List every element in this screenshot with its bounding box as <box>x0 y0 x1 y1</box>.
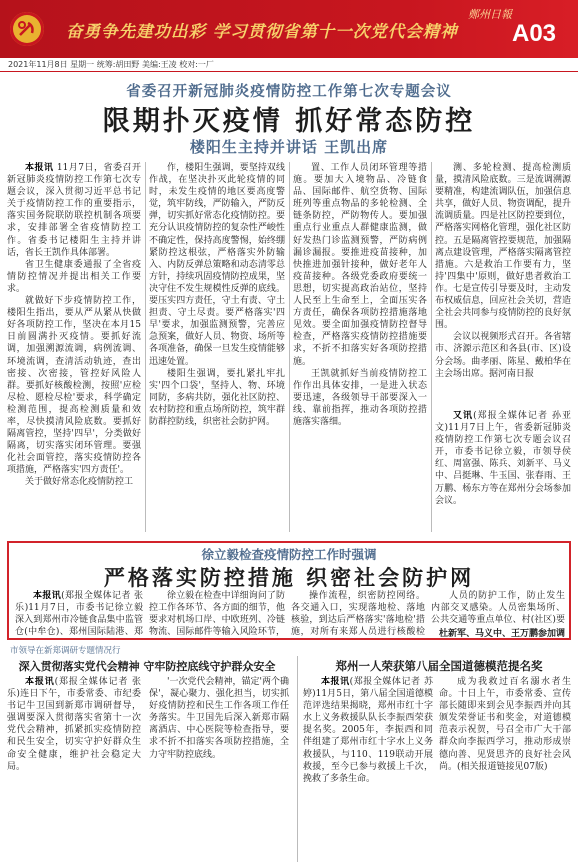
headline1-kicker: 省委召开新冠肺炎疫情防控工作第七次专题会议 <box>126 83 452 100</box>
box2-column-4: 人员的防护工作，防止发生内部交叉感染。人员密集场所、公共交通等重点单位、村(社区)要 杜新军、马义中、王万鹏参加调 <box>431 590 565 638</box>
article1-paragraph: 作，楼阳生强调，要坚持双线作战，在坚决扑灭此轮疫情的同时，未发生疫情的地区要高度警觉，筑牢防线，严防输入，严防反弹，切实抓好常态化疫情防控。要充分认识疫情防控的复杂性严峻性不确定性，保持高度警惕，始终绷紧防控这根弦，严格落实外防输入、内防反弹总策略和动态清零总方针，持续巩固疫情防控成果，坚决守住不发生规模性反弹的底线。要压实四方责任，守土有责、守土担责、守土尽责。要严格落实'四早'要求，加强监测预警，完善应急预案，做好人员、物资、场所等各项准备，确保一旦发生疫情能够迅速处置。 <box>149 163 285 367</box>
party-emblem-icon <box>10 12 44 46</box>
column-divider <box>145 162 146 532</box>
box2-column-1: 本报讯(郑报全媒体记者 张乐)11月7日，市委书记徐立毅深入到郑州市冷链食品集中监管仓(中牟仓)、郑州国际陆港、郑 <box>15 591 143 638</box>
box2-byline: 杜新军、马义中、王万鹏参加调 <box>438 629 565 638</box>
box2-lead: 本报讯 <box>33 591 62 601</box>
article4-column-2: 成为我救过百名溺水者生命。十日上午，市委常委、宣传部长随即来到会见李振西并向其颁发荣誉证书和奖金，对道德模范表示祝贺，号召全市广大干部群众向李振西学习，推动形成崇德向善、见贤思齐的良好社会风尚。(相关报道链接见07版) <box>439 677 571 772</box>
masthead-banner <box>0 0 578 58</box>
box2-column-3: 操作流程，织密防控网络。各交通入口，实现落地检、落地核验，到达后严格落实'落地检'措施，对所有来郑人员进行核酸检 <box>291 591 425 638</box>
article1-paragraph: 测、多轮检测、提高检测质量，摸清风险底数。三是流调溯源要精准，构建流调队伍，加强信息共享，做好人员、物资调配，提升流调质量。四是社区防控要到位，严格落实网格化管理，强化社区防控。五是隔离管控要规范，加强隔离点建设管理，严格落实隔离管控措施。六是救治工作要有力，坚持'四集中'原则，做好患者救治工作。七是宣传引导要及时，主动发布权威信息，回应社会关切，营造全社会共同参与疫情防控的良好氛围。 <box>435 163 571 331</box>
box2-headline: 严格落实防控措施 织密社会防护网 <box>103 565 475 590</box>
article4-lead: 本报讯 <box>321 677 350 687</box>
column-divider <box>289 162 290 532</box>
article1-column-3 <box>293 162 427 532</box>
box2-column-2: 徐立毅在检查中详细询问了防控工作各环节、各方面的细节，他要求对机场口岸、中欧班列、冷链物流、国际邮件等输入风险环节， <box>149 591 285 638</box>
article3-column-1: 本报讯(郑报全媒体记者 张乐)连日下午，市委常委、市纪委书记牛卫国到新郑市调研督导，强调要深入贯彻落实省第十一次党代会精神，抓紧抓实疫情防控和民生安全，切实守护好群众生命安全健康，维护社会稳定大局。 <box>7 677 141 772</box>
column-divider <box>297 656 298 862</box>
box2-kicker: 徐立毅检查疫情防控工作时强调 <box>201 547 377 562</box>
article4-column-1: 本报讯(郑报全媒体记者 苏婷)11月5日，第八届全国道德模范评选结果揭晓，郑州市红十字水上义务救援队队长李振西荣获提名奖。2005年，李振西和同伴组建了郑州市红十字水上义务救援队，与110、119联动开展救援，至今已参与救援上千次，挽救了多条生命。 <box>303 677 433 784</box>
article1-paragraph: 会议以视频形式召开。各省辖市、济源示范区和各县(市、区)设分会场。曲孝丽、陈星、戴柏华在主会场出席。据河南日报 <box>435 332 571 379</box>
article1-lead: 本报讯 <box>25 163 54 173</box>
article1-paragraph: 置、工作人员闭环管理等措施。要加大入境物品、冷链食品、国际邮件、航空货物、国际班列等重点物品的多轮检测、全链条防控，严防物传人。要加强重点行业重点人群健康监测，做好发热门诊监测预警，严防病例漏诊漏报。要推进疫苗接种，加快推进加强针接种，做好老年人疫苗接种。各级党委政府要统一思想，切实提高政治站位，坚持人民至上生命至上，全面压实各方责任，确保各项防控措施落地见效。要全面加强疫情防控督导检查，严格落实疫情防控措施要求，不折不扣落实好各项防控措施。 <box>293 163 427 367</box>
article1-paragraph: 王凯就抓好当前疫情防控工作作出具体安排，一是进入状态要迅速，各级领导干部要深入一线、靠前指挥，推动各项防控措施落实落细。 <box>293 368 427 427</box>
article1-column-2 <box>149 162 285 532</box>
article1-paragraph: 本报讯 11月7日，省委召开新冠肺炎疫情防控工作第七次专题会议，深入贯彻习近平总书记关于疫情防控工作的重要指示，落实国务院联防联控机制各项要求，安排部署全省疫情防控工作。省委书记楼阳生主持并讲话，省长王凯作具体部署。 <box>7 163 141 258</box>
article1-column-4 <box>435 162 571 406</box>
paper-name: 鄭州日報 <box>468 8 512 21</box>
article1-sidebar: 又讯(郑报全媒体记者 孙亚文)11月7日上午，省委新冠肺炎疫情防控工作第七次专题会议召开，市委书记徐立毅，市领导侯红、周富强、陈兵、刘新平、马义中、吕挺琳、牛玉国、张春雨、王万鹏、杨东方等在郑州分会场参加会议。 <box>435 411 571 506</box>
article3-column-2: '一次党代会精神，锚定'两个确保'，凝心聚力、强化担当，切实抓好疫情防控和民生工作各项工作任务落实。牛卫国先后深入新郑市隔离酒店、中心医院等检查指导，要求不折不扣落实各项防控措施，全力守牢防控底线。 <box>149 677 289 760</box>
page-number: A03 <box>512 20 557 47</box>
section-strip: 市领导在新郑调研专题情况行 <box>10 646 121 656</box>
article1-column-1 <box>7 162 141 532</box>
article1-paragraph: 关于做好常态化疫情防控工 <box>25 477 134 488</box>
article3-lead: 本报讯 <box>25 677 55 687</box>
article1-paragraph: 省卫生健康委通报了全省疫情防控情况并提出相关工作要求。 <box>7 259 141 294</box>
headline1-subhead: 楼阳生主持并讲话 王凯出席 <box>189 138 389 156</box>
article4-headline: 郑州一人荣获第八届全国道德模范提名奖 <box>335 659 543 673</box>
article3-headline: 深入贯彻落实党代会精神 守牢防控底线守护群众安全 <box>18 660 276 673</box>
column-divider <box>431 162 432 532</box>
sidebar-lead: 又讯 <box>453 411 474 421</box>
headline1-main: 限期扑灭疫情 抓好常态防控 <box>102 106 476 137</box>
article1-paragraph: 就做好下步疫情防控工作，楼阳生指出，要从严从紧从快做好各项防控工作，坚决在本月15日前圆满扑灭疫情。要抓好流调，加强溯源流调，病例流调、环境流调，查清活动轨迹，查出密接、次密接，管控好风险人群。要抓好核酸检测，按照'应检尽检、愿检尽检'要求，科学确定检测范围，提高检测质量和效率，尽快摸清风险底数。要抓好隔离管控，坚持'四早'，分类做好隔离，切实落实闭环管理。要强化社会面管控，落实疫情防控各项措施，严格落实'四方责任'。 <box>7 296 141 476</box>
masthead-slogan: 奋勇争先建功出彩 学习贯彻省第十一次党代会精神 <box>66 22 458 41</box>
article1-paragraph: 楼阳生强调，要扎紧扎牢扎实'四个口袋'，坚持人、物、环境同防，多病共防，强化社区防控、农村防控和重点场所防控，筑牢群防群控防线，织密社会防护网。 <box>149 368 285 427</box>
boxed-article <box>7 541 571 640</box>
dateline: 2021年11月8日 星期一 统筹:胡田野 美编:王凌 校对:一厂 <box>0 58 578 72</box>
